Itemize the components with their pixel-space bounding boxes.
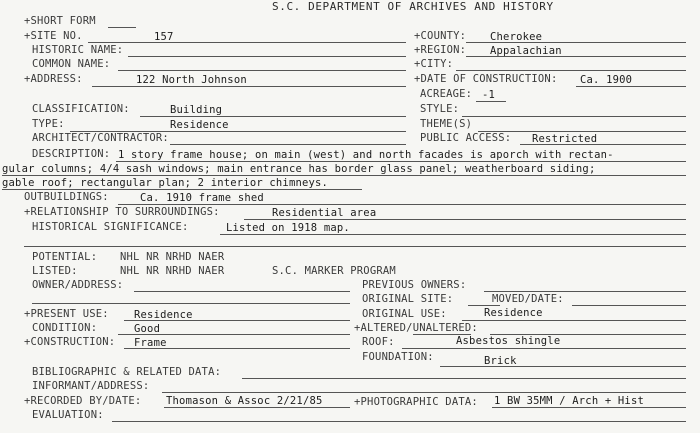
listed-options: NHL NR NRHD NAER bbox=[120, 265, 225, 277]
outbuildings-label: OUTBUILDINGS: bbox=[24, 191, 109, 203]
original-use-line bbox=[462, 320, 686, 321]
informant-label: INFORMANT/ADDRESS: bbox=[32, 380, 150, 392]
type-label: TYPE: bbox=[32, 118, 65, 130]
classification-label: CLASSIFICATION: bbox=[32, 103, 130, 115]
theme-label: THEME(S) bbox=[420, 118, 473, 130]
public-access-line bbox=[520, 144, 686, 145]
style-line bbox=[462, 116, 686, 117]
construction-line bbox=[124, 348, 350, 349]
condition-label: CONDITION: bbox=[32, 322, 98, 334]
photographic-line bbox=[492, 407, 686, 408]
architect-line bbox=[170, 144, 406, 145]
present-use-label: +PRESENT USE: bbox=[24, 308, 109, 320]
common-name-line bbox=[118, 70, 406, 71]
potential-options: NHL NR NRHD NAER bbox=[120, 251, 225, 263]
evaluation-line bbox=[112, 421, 686, 422]
owner-address-label: OWNER/ADDRESS: bbox=[32, 279, 124, 291]
description-label: DESCRIPTION: bbox=[32, 148, 111, 160]
county-label: +COUNTY: bbox=[414, 30, 467, 42]
listed-label: LISTED: bbox=[32, 265, 78, 277]
condition-value: Good bbox=[134, 323, 161, 335]
roof-label: ROOF: bbox=[362, 336, 395, 348]
description-line-2: gular columns; 4/4 sash windows; main entrance has border glass panel; weatherboard siding; bbox=[2, 163, 596, 175]
unaltered-text: UNALTERED bbox=[412, 322, 472, 334]
construction-label: +CONSTRUCTION: bbox=[24, 336, 116, 348]
description-underline-1 bbox=[116, 161, 686, 162]
description-line-3: gable roof; rectangular plan; 2 interior chimneys. bbox=[2, 177, 329, 189]
region-value: Appalachian bbox=[490, 45, 562, 57]
short-form-label: +SHORT FORM bbox=[24, 15, 96, 27]
relationship-label: +RELATIONSHIP TO SURROUNDINGS: bbox=[24, 206, 220, 218]
original-use-label: ORIGINAL USE: bbox=[362, 308, 447, 320]
city-line bbox=[456, 70, 686, 71]
previous-owners-line bbox=[484, 291, 686, 292]
type-value: Residence bbox=[170, 119, 229, 131]
original-use-value: Residence bbox=[484, 307, 543, 319]
outbuildings-line bbox=[118, 204, 686, 205]
acreage-value: -1 bbox=[482, 89, 496, 101]
site-no-label: +SITE NO. bbox=[24, 30, 83, 42]
style-label: STYLE: bbox=[420, 103, 460, 115]
recorded-by-line bbox=[164, 407, 350, 408]
common-name-label: COMMON NAME: bbox=[32, 58, 111, 70]
form-title: S.C. DEPARTMENT OF ARCHIVES AND HISTORY bbox=[272, 0, 554, 13]
county-line bbox=[466, 42, 686, 43]
relationship-value: Residential area bbox=[272, 207, 377, 219]
informant-line bbox=[162, 392, 686, 393]
altered-text: +ALTERED/ bbox=[354, 322, 413, 334]
site-no-value: 157 bbox=[154, 31, 174, 43]
roof-line bbox=[402, 348, 686, 349]
outbuildings-value: Ca. 1910 frame shed bbox=[140, 192, 264, 204]
bibliographic-line bbox=[242, 378, 686, 379]
date-construction-line bbox=[576, 86, 686, 87]
site-no-line bbox=[88, 42, 406, 43]
roof-value: Asbestos shingle bbox=[456, 335, 561, 347]
owner-address-line-2 bbox=[32, 303, 350, 304]
original-site-label: ORIGINAL SITE: bbox=[362, 293, 454, 305]
address-label: +ADDRESS: bbox=[24, 73, 83, 85]
foundation-value: Brick bbox=[484, 355, 517, 367]
date-construction-value: Ca. 1900 bbox=[580, 74, 633, 86]
present-use-value: Residence bbox=[134, 309, 193, 321]
potential-label: POTENTIAL: bbox=[32, 251, 98, 263]
foundation-line bbox=[440, 366, 686, 367]
classification-value: Building bbox=[170, 104, 223, 116]
region-label: +REGION: bbox=[414, 44, 467, 56]
relationship-line bbox=[244, 219, 686, 220]
historical-significance-line bbox=[220, 234, 686, 235]
historical-significance-label: HISTORICAL SIGNIFICANCE: bbox=[32, 221, 189, 233]
evaluation-label: EVALUATION: bbox=[32, 409, 104, 421]
address-value: 122 North Johnson bbox=[136, 74, 247, 86]
classification-line bbox=[140, 116, 406, 117]
photographic-label: +PHOTOGRAPHIC DATA: bbox=[354, 396, 478, 408]
date-construction-label: +DATE OF CONSTRUCTION: bbox=[414, 73, 558, 85]
recorded-by-label: +RECORDED BY/DATE: bbox=[24, 395, 142, 407]
owner-address-line bbox=[134, 291, 350, 292]
description-underline-3 bbox=[2, 189, 362, 190]
region-line bbox=[466, 56, 686, 57]
previous-owners-label: PREVIOUS OWNERS: bbox=[362, 279, 467, 291]
construction-value: Frame bbox=[134, 337, 167, 349]
address-line bbox=[92, 86, 406, 87]
historic-name-label: HISTORIC NAME: bbox=[32, 44, 124, 56]
historic-name-line bbox=[128, 56, 406, 57]
photographic-value: 1 BW 35MM / Arch + Hist bbox=[494, 395, 644, 407]
description-underline-2 bbox=[2, 175, 686, 176]
public-access-value: Restricted bbox=[532, 133, 598, 145]
bibliographic-label: BIBLIOGRAPHIC & RELATED DATA: bbox=[32, 366, 222, 378]
marker-program-label: S.C. MARKER PROGRAM bbox=[272, 265, 396, 277]
altered-label bbox=[354, 322, 478, 334]
moved-date-line bbox=[572, 305, 686, 306]
description-line-1: 1 story frame house; on main (west) and north facades is aporch with rectan- bbox=[118, 149, 614, 161]
acreage-label: ACREAGE: bbox=[420, 88, 473, 100]
acreage-line bbox=[476, 101, 506, 102]
original-site-line bbox=[468, 305, 500, 306]
recorded-by-value: Thomason & Assoc 2/21/85 bbox=[166, 395, 323, 407]
city-label: +CITY: bbox=[414, 58, 454, 70]
historical-significance-value: Listed on 1918 map. bbox=[226, 222, 350, 234]
architect-label: ARCHITECT/CONTRACTOR: bbox=[32, 132, 169, 144]
present-use-line bbox=[124, 320, 350, 321]
public-access-label: PUBLIC ACCESS: bbox=[420, 132, 512, 144]
moved-date-label: MOVED/DATE: bbox=[492, 293, 564, 305]
historical-significance-line-2 bbox=[24, 246, 686, 247]
county-value: Cherokee bbox=[490, 31, 543, 43]
foundation-label: FOUNDATION: bbox=[362, 351, 434, 363]
condition-line bbox=[118, 334, 350, 335]
altered-colon: : bbox=[471, 322, 478, 334]
short-form-line bbox=[108, 27, 136, 28]
